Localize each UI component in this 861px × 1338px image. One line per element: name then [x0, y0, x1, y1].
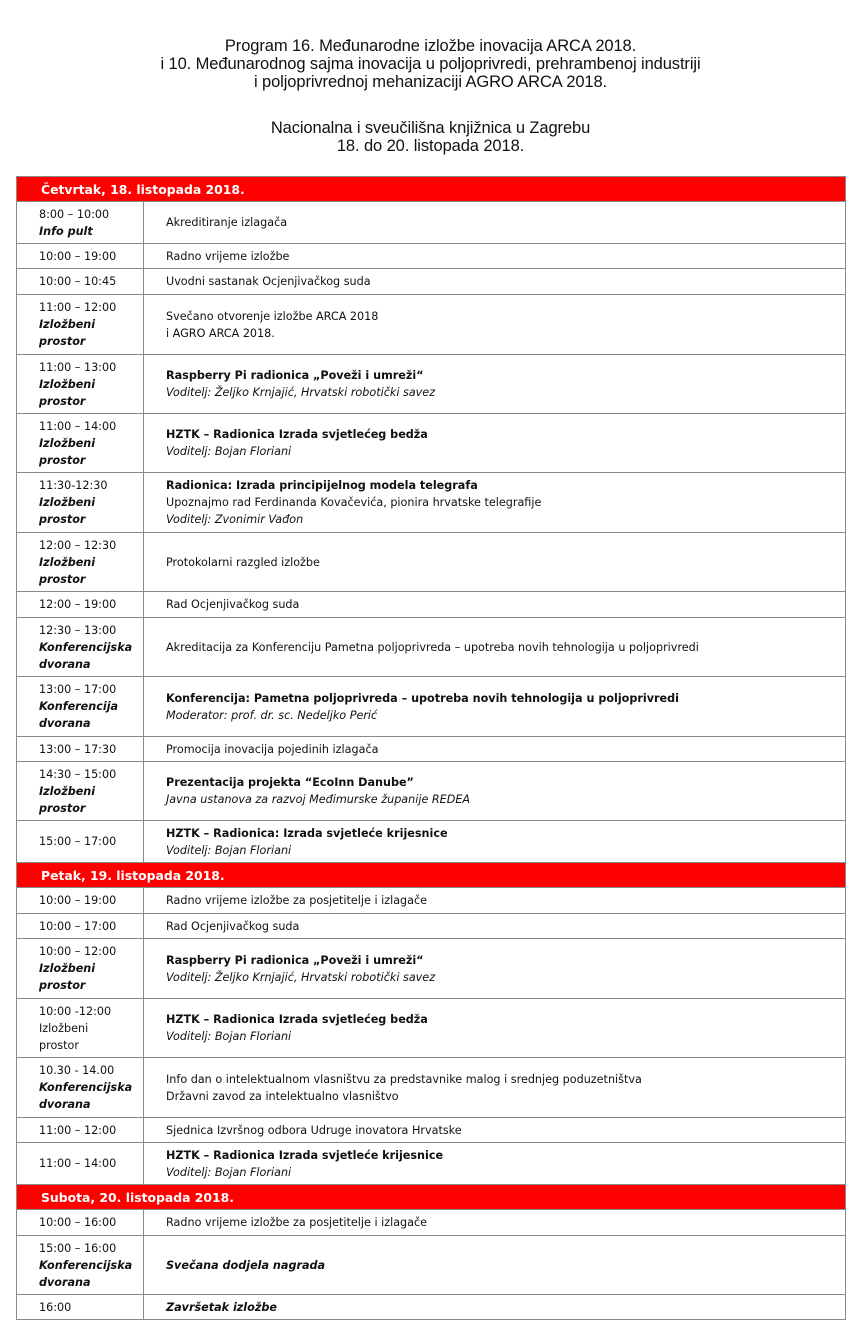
time-range: 12:00 – 19:00: [39, 598, 117, 611]
venue-name: Nacionalna i sveučilišna knjižnica u Zagrebu: [270, 119, 591, 137]
location: prostor: [39, 394, 86, 408]
event-cell: [144, 618, 846, 677]
event-host: Voditelj: Bojan Floriani: [166, 843, 292, 857]
time-range: 8:00 – 10:00: [39, 207, 110, 221]
event-cell: [144, 202, 846, 244]
event-cell: [144, 914, 846, 939]
time-range: 10:00 – 19:00: [39, 894, 117, 907]
time-cell: [17, 202, 144, 244]
time-range: 16:00: [39, 1300, 72, 1314]
day-header-saturday: [17, 1185, 846, 1210]
day-header-friday: [17, 863, 846, 888]
time-cell: [17, 1295, 144, 1320]
event-cell: [144, 821, 846, 863]
event-title: Prezentacija projekta “EcoInn Danube”: [166, 776, 414, 789]
location: Info pult: [39, 224, 93, 238]
event-cell: [144, 473, 846, 533]
time-cell: [17, 618, 144, 677]
schedule-row: [17, 1210, 846, 1236]
time-cell: [17, 677, 144, 737]
title-line: i 10. Međunarodnog sajma inovacija u poljoprivredi, prehrambenoj industriji: [160, 55, 701, 73]
event-description: Upoznajmo rad Ferdinanda Kovačevića, pionira hrvatske telegrafije: [166, 496, 542, 509]
time-range: 11:30-12:30: [39, 479, 108, 492]
location: prostor: [39, 572, 86, 586]
location: Konferencijska: [39, 1081, 133, 1094]
location: dvorana: [39, 657, 91, 671]
time-range: 10:00 – 19:00: [39, 249, 117, 263]
event-text: i AGRO ARCA 2018.: [166, 326, 275, 340]
event-organizer: Državni zavod za intelektualno vlasništvo: [166, 1089, 399, 1103]
schedule-row: [17, 202, 846, 244]
event-cell: [144, 244, 846, 269]
time-cell: [17, 999, 144, 1058]
day-header-thursday: [17, 177, 846, 202]
location: Konferencija: [39, 700, 119, 713]
location: Konferencijska: [39, 640, 133, 654]
day-label: Subota, 20. listopada 2018.: [17, 1185, 846, 1210]
time-range: 15:00 – 16:00: [39, 1241, 117, 1255]
location: Izložbeni: [39, 555, 96, 569]
event-title: HZTK – Radionica Izrada svjetlećeg bedža: [166, 428, 428, 441]
event-cell: [144, 414, 846, 473]
time-cell: [17, 295, 144, 355]
schedule-row: [17, 1058, 846, 1118]
schedule-row: [17, 533, 846, 592]
time-range: 11:00 – 14:00: [39, 419, 117, 433]
time-cell: [17, 1118, 144, 1143]
time-range: 11:00 – 14:00: [39, 1157, 117, 1170]
time-cell: [17, 737, 144, 762]
event-host: Voditelj: Zvonimir Vađon: [166, 513, 304, 526]
event-text: Rad Ocjenjivačkog suda: [166, 919, 300, 933]
schedule-table: [16, 176, 846, 1320]
time-cell: [17, 1236, 144, 1295]
schedule-row: [17, 414, 846, 473]
schedule-row: [17, 939, 846, 999]
event-host: Voditelj: Bojan Floriani: [166, 445, 292, 458]
event-text: Rad Ocjenjivačkog suda: [166, 598, 300, 611]
time-range: 15:00 – 17:00: [39, 835, 117, 848]
location: Izložbeni: [39, 1021, 89, 1035]
time-range: 10:00 – 10:45: [39, 275, 117, 288]
event-cell: [144, 939, 846, 999]
schedule-row: [17, 473, 846, 533]
event-title: Konferencija: Pametna poljoprivreda – upotreba novih tehnologija u poljoprivredi: [166, 691, 679, 705]
location: prostor: [39, 801, 86, 815]
time-range: 12:30 – 13:00: [39, 623, 117, 637]
title-line: Program 16. Međunarodne izložbe inovacija ARCA 2018.: [224, 37, 637, 55]
day-label: Petak, 19. listopada 2018.: [17, 863, 846, 888]
event-cell: [144, 999, 846, 1058]
schedule-row: [17, 618, 846, 677]
location: dvorana: [39, 1275, 91, 1289]
event-title: HZTK – Radionica: Izrada svjetleće krijesnice: [166, 826, 448, 840]
event-text: Završetak izložbe: [166, 1300, 277, 1314]
title-line: i poljoprivrednoj mehanizaciji AGRO ARCA 2018.: [253, 73, 608, 91]
schedule-row: [17, 1118, 846, 1143]
event-cell: [144, 1118, 846, 1143]
event-cell: [144, 355, 846, 414]
event-host: Voditelj: Željko Krnjajić, Hrvatski robotički savez: [166, 386, 436, 399]
schedule-row: [17, 762, 846, 821]
event-title: Radionica: Izrada principijelnog modela telegrafa: [166, 479, 478, 492]
event-text: Promocija inovacija pojedinih izlagača: [166, 742, 379, 756]
schedule-row: [17, 1143, 846, 1185]
location: dvorana: [39, 1098, 91, 1111]
event-host: Moderator: prof. dr. sc. Nedeljko Perić: [166, 708, 378, 722]
event-cell: [144, 295, 846, 355]
event-text: Uvodni sastanak Ocjenjivačkog suda: [166, 275, 371, 288]
time-range: 10:00 -12:00: [39, 1004, 112, 1018]
time-cell: [17, 939, 144, 999]
event-text: Akreditacija za Konferenciju Pametna poljoprivreda – upotreba novih tehnologija u poljoprivredi: [166, 640, 699, 654]
location: Izložbeni: [39, 318, 96, 331]
schedule-row: [17, 888, 846, 914]
event-title: HZTK – Radionica Izrada svjetleće krijesnice: [166, 1148, 444, 1162]
time-cell: [17, 592, 144, 618]
time-range: 13:00 – 17:00: [39, 683, 117, 696]
event-cell: [144, 1058, 846, 1118]
event-cell: [144, 1210, 846, 1236]
time-cell: [17, 473, 144, 533]
location: prostor: [39, 453, 86, 467]
schedule-row: [17, 677, 846, 737]
time-cell: [17, 914, 144, 939]
event-cell: [144, 1236, 846, 1295]
location: prostor: [39, 335, 86, 348]
schedule-row: [17, 592, 846, 618]
event-cell: [144, 1143, 846, 1185]
schedule-row: [17, 269, 846, 295]
event-text: Svečana dodjela nagrada: [166, 1258, 326, 1272]
time-range: 10:00 – 12:00: [39, 945, 117, 958]
location: Izložbeni: [39, 496, 96, 509]
event-cell: [144, 888, 846, 914]
schedule-row: [17, 1236, 846, 1295]
time-cell: [17, 269, 144, 295]
event-host: Voditelj: Bojan Floriani: [166, 1165, 292, 1179]
time-range: 11:00 – 12:00: [39, 1123, 117, 1137]
event-text: Svečano otvorenje izložbe ARCA 2018: [166, 309, 379, 323]
event-title: Raspberry Pi radionica „Poveži i umreži“: [166, 369, 424, 382]
time-range: 10:00 – 17:00: [39, 919, 117, 933]
event-dates: 18. do 20. listopada 2018.: [336, 137, 525, 155]
event-cell: [144, 677, 846, 737]
schedule-row: [17, 244, 846, 269]
time-range: 10:00 – 16:00: [39, 1216, 117, 1229]
day-label: Četvrtak, 18. listopada 2018.: [17, 177, 846, 202]
schedule-row: [17, 737, 846, 762]
location: Izložbeni: [39, 377, 96, 391]
venue-block: [0, 119, 861, 155]
event-text: Radno vrijeme izložbe: [166, 249, 290, 263]
location: prostor: [39, 979, 86, 992]
event-host: Voditelj: Bojan Floriani: [166, 1030, 292, 1043]
document-title: [0, 37, 861, 91]
time-cell: [17, 1143, 144, 1185]
event-cell: [144, 737, 846, 762]
schedule-row: [17, 999, 846, 1058]
event-cell: [144, 533, 846, 592]
time-cell: [17, 1210, 144, 1236]
time-cell: [17, 533, 144, 592]
schedule-row: [17, 295, 846, 355]
time-range: 14:30 – 15:00: [39, 767, 117, 781]
schedule-row: [17, 821, 846, 863]
time-range: 12:00 – 12:30: [39, 538, 117, 552]
time-cell: [17, 355, 144, 414]
event-title: Raspberry Pi radionica „Poveži i umreži“: [166, 953, 424, 967]
location: Izložbeni: [39, 962, 96, 975]
event-cell: [144, 592, 846, 618]
time-range: 11:00 – 13:00: [39, 360, 117, 374]
location: Izložbeni: [39, 784, 96, 798]
schedule-row: [17, 355, 846, 414]
time-range: 11:00 – 12:00: [39, 301, 117, 314]
event-text: Protokolarni razgled izložbe: [166, 555, 320, 569]
location: prostor: [39, 513, 86, 526]
event-text: Akreditiranje izlagača: [166, 216, 288, 229]
event-text: Radno vrijeme izložbe za posjetitelje i izlagače: [166, 1216, 428, 1229]
schedule-row: [17, 1295, 846, 1320]
time-cell: [17, 244, 144, 269]
event-cell: [144, 762, 846, 821]
event-text: Info dan o intelektualnom vlasništvu za predstavnike malog i srednjeg poduzetništva: [166, 1072, 642, 1086]
location: Konferencijska: [39, 1258, 133, 1272]
time-cell: [17, 414, 144, 473]
event-text: Radno vrijeme izložbe za posjetitelje i izlagače: [166, 894, 428, 907]
location: Izložbeni: [39, 436, 96, 450]
event-title: HZTK – Radionica Izrada svjetlećeg bedža: [166, 1013, 428, 1026]
event-cell: [144, 269, 846, 295]
time-cell: [17, 762, 144, 821]
time-cell: [17, 1058, 144, 1118]
time-range: 13:00 – 17:30: [39, 742, 117, 756]
schedule-row: [17, 914, 846, 939]
event-host: Voditelj: Željko Krnjajić, Hrvatski robotički savez: [166, 970, 436, 984]
event-cell: [144, 1295, 846, 1320]
location: dvorana: [39, 717, 91, 730]
time-range: 10.30 - 14.00: [39, 1064, 115, 1077]
event-text: Sjednica Izvršnog odbora Udruge inovatora Hrvatske: [166, 1123, 462, 1137]
event-host: Javna ustanova za razvoj Međimurske županije REDEA: [166, 793, 471, 806]
location: prostor: [39, 1038, 79, 1052]
time-cell: [17, 888, 144, 914]
time-cell: [17, 821, 144, 863]
